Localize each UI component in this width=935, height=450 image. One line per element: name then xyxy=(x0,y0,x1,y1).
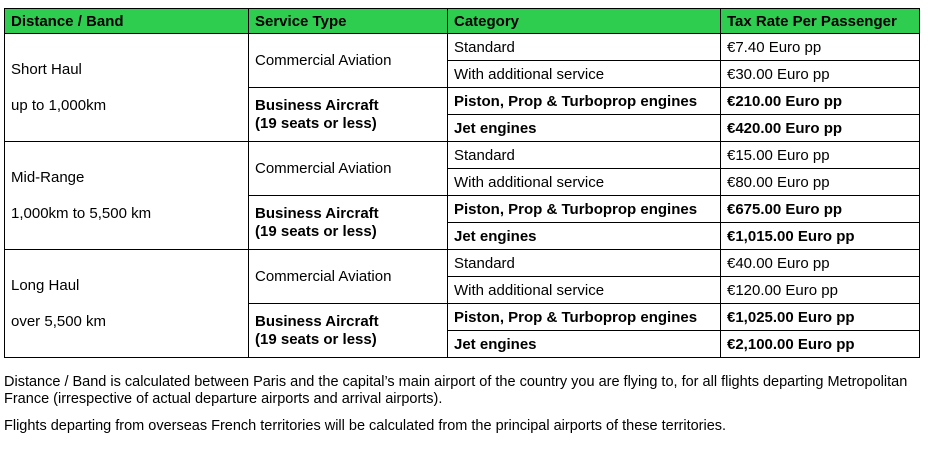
tax-rate-cell: €2,100.00 Euro pp xyxy=(721,331,920,358)
category-cell: Piston, Prop & Turboprop engines xyxy=(448,88,721,115)
service-type-cell xyxy=(249,304,448,358)
service-type-label: Commercial Aviation xyxy=(255,51,392,69)
table-header-row xyxy=(5,9,920,34)
header-service-type: Service Type xyxy=(249,9,448,34)
category-cell: Jet engines xyxy=(448,331,721,358)
band-range: up to 1,000km xyxy=(11,96,107,114)
band-name: Short Haul xyxy=(11,60,82,78)
band-range: 1,000km to 5,500 km xyxy=(11,204,152,222)
tax-rate-cell: €15.00 Euro pp xyxy=(721,142,920,169)
header-distance-band: Distance / Band xyxy=(5,9,249,34)
category-cell: Standard xyxy=(448,34,721,61)
table-row xyxy=(5,34,920,61)
header-category: Category xyxy=(448,9,721,34)
tax-rate-cell: €7.40 Euro pp xyxy=(721,34,920,61)
tax-rate-table xyxy=(4,8,920,358)
band-cell xyxy=(5,250,249,358)
header-tax-rate: Tax Rate Per Passenger xyxy=(721,9,920,34)
note-overseas-territories: Flights departing from overseas French territories will be calculated from the principal airports of these territories. xyxy=(4,418,727,434)
service-type-cell xyxy=(249,142,448,196)
category-cell: Standard xyxy=(448,142,721,169)
tax-rate-cell: €30.00 Euro pp xyxy=(721,61,920,88)
table-row xyxy=(5,142,920,169)
tax-rate-cell: €80.00 Euro pp xyxy=(721,169,920,196)
band-name: Mid-Range xyxy=(11,168,85,186)
service-type-cell xyxy=(249,88,448,142)
category-cell: Piston, Prop & Turboprop engines xyxy=(448,304,721,331)
category-cell: Jet engines xyxy=(448,223,721,250)
tax-rate-cell: €120.00 Euro pp xyxy=(721,277,920,304)
band-cell xyxy=(5,34,249,142)
service-type-cell xyxy=(249,34,448,88)
tax-rate-cell: €210.00 Euro pp xyxy=(721,88,920,115)
tax-rate-cell: €420.00 Euro pp xyxy=(721,115,920,142)
service-type-label: Business Aircraft (19 seats or less) xyxy=(255,204,379,240)
service-type-cell xyxy=(249,196,448,250)
table-row xyxy=(5,250,920,277)
band-range: over 5,500 km xyxy=(11,312,107,330)
tax-rate-cell: €1,015.00 Euro pp xyxy=(721,223,920,250)
tax-rate-cell: €1,025.00 Euro pp xyxy=(721,304,920,331)
service-type-cell xyxy=(249,250,448,304)
category-cell: Standard xyxy=(448,250,721,277)
tax-rate-cell: €40.00 Euro pp xyxy=(721,250,920,277)
service-type-label: Commercial Aviation xyxy=(255,267,392,285)
band-name: Long Haul xyxy=(11,276,80,294)
service-type-label: Business Aircraft (19 seats or less) xyxy=(255,96,379,132)
service-type-label: Business Aircraft (19 seats or less) xyxy=(255,312,379,348)
service-type-label: Commercial Aviation xyxy=(255,159,392,177)
category-cell: With additional service xyxy=(448,61,721,88)
category-cell: With additional service xyxy=(448,277,721,304)
category-cell: With additional service xyxy=(448,169,721,196)
band-cell xyxy=(5,142,249,250)
category-cell: Jet engines xyxy=(448,115,721,142)
note-distance-calculation: Distance / Band is calculated between Paris and the capital’s main airport of the country you are flying to, for all flights departing Metropolitan France (irrespective of actual departure airports and arrival airports). xyxy=(4,374,908,407)
tax-rate-cell: €675.00 Euro pp xyxy=(721,196,920,223)
category-cell: Piston, Prop & Turboprop engines xyxy=(448,196,721,223)
